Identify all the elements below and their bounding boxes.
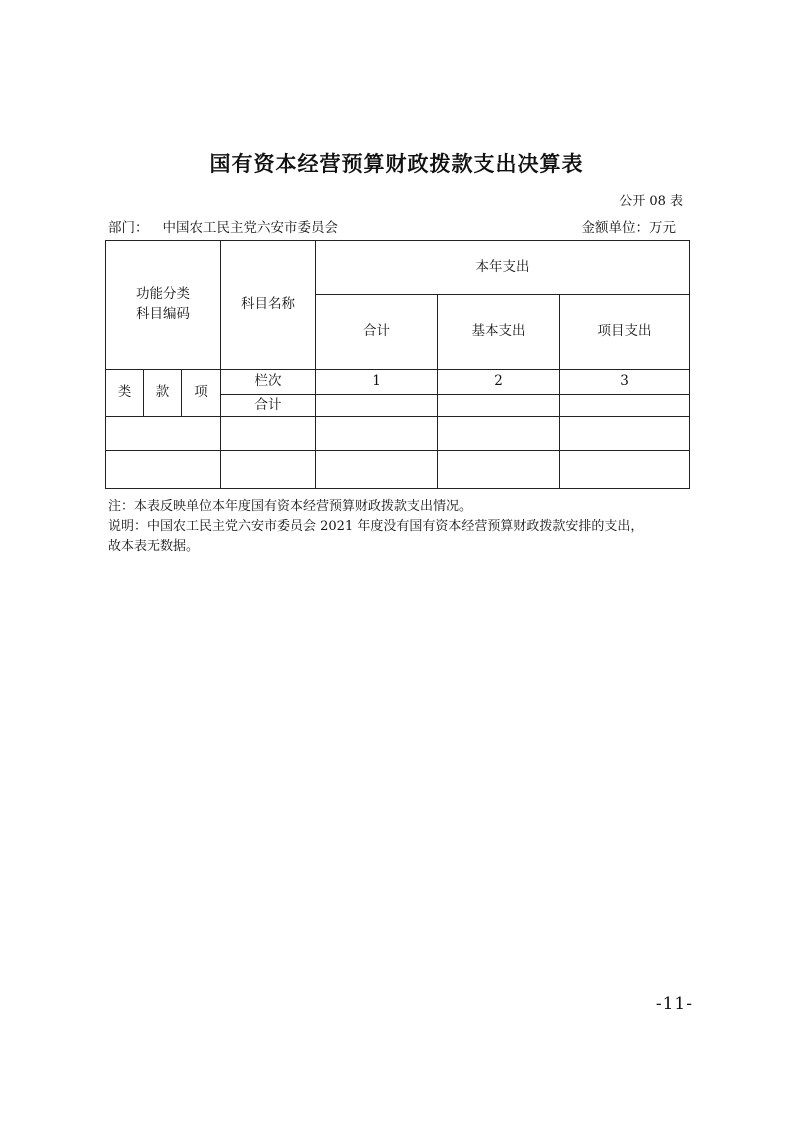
empty-cell bbox=[316, 417, 438, 451]
lei-header: 类 bbox=[106, 370, 144, 417]
note-text: 注：本表反映单位本年度国有资本经营预算财政拨款支出情况。 bbox=[108, 499, 473, 514]
total-row-cell bbox=[316, 395, 438, 417]
total-row-label: 合计 bbox=[221, 395, 316, 417]
total-column-header: 合计 bbox=[316, 295, 438, 370]
explanation-line-2: 故本表无数据。 bbox=[108, 539, 200, 554]
empty-cell bbox=[106, 417, 221, 451]
explanation-line-1: 说明：中国农工民主党六安市委员会 2021 年度没有国有资本经营预算财政拨款安排的支出， bbox=[108, 519, 644, 534]
department-info bbox=[108, 216, 338, 236]
function-code-line1: 功能分类 bbox=[136, 286, 190, 303]
empty-cell bbox=[221, 417, 316, 451]
expense-table bbox=[105, 240, 690, 489]
total-row-cell bbox=[438, 395, 560, 417]
basic-expense-header: 基本支出 bbox=[438, 295, 560, 370]
empty-cell bbox=[221, 451, 316, 489]
xiang-header: 项 bbox=[182, 370, 221, 417]
table-row bbox=[106, 451, 690, 489]
empty-cell bbox=[438, 451, 560, 489]
column-number-1: 1 bbox=[316, 370, 438, 395]
empty-cell bbox=[560, 417, 690, 451]
project-expense-header: 项目支出 bbox=[560, 295, 690, 370]
total-row-cell bbox=[560, 395, 690, 417]
column-number-label: 栏次 bbox=[221, 370, 316, 395]
kuan-header: 款 bbox=[144, 370, 182, 417]
form-number: 公开 08 表 bbox=[619, 194, 683, 209]
amount-unit: 金额单位：万元 bbox=[581, 220, 676, 236]
page-number: -11- bbox=[655, 994, 693, 1014]
department-label: 部门： bbox=[108, 220, 149, 236]
function-code-line2: 科目编码 bbox=[136, 306, 190, 322]
table-row bbox=[106, 417, 690, 451]
current-year-expense-header: 本年支出 bbox=[316, 241, 690, 295]
column-number-3: 3 bbox=[560, 370, 690, 395]
empty-cell bbox=[316, 451, 438, 489]
subject-name-header: 科目名称 bbox=[221, 241, 316, 370]
empty-cell bbox=[560, 451, 690, 489]
empty-cell bbox=[438, 417, 560, 451]
column-number-2: 2 bbox=[438, 370, 560, 395]
function-code-header bbox=[106, 241, 221, 370]
department-name: 中国农工民主党六安市委员会 bbox=[162, 220, 338, 236]
empty-cell bbox=[106, 451, 221, 489]
page-title: 国有资本经营预算财政拨款支出决算表 bbox=[209, 152, 584, 176]
notes bbox=[108, 497, 698, 557]
